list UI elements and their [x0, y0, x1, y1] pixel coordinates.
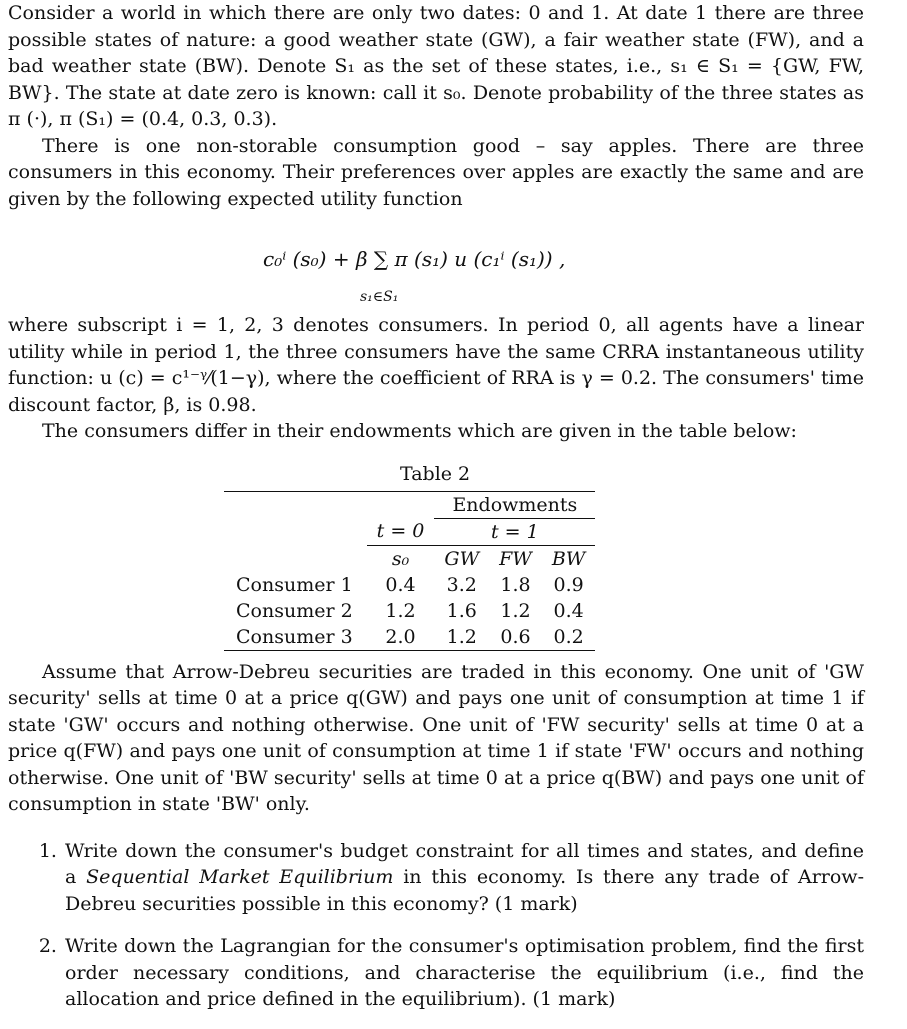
table-cell: 0.9	[553, 573, 584, 596]
table-cell: 0.6	[489, 624, 542, 651]
utility-definition-paragraph: where subscript i = 1, 2, 3 denotes consumers. In period 0, all agents have a linear utility while in period 1, the three consumers have the same CRRA instantaneous utility function: u (c) = c¹⁻ᵞ⁄(1−γ), where the coefficient of RRA is γ = 0.2. The consumers' time discount factor, β, is 0.98.	[8, 314, 864, 416]
table-cell: 0.2	[542, 624, 596, 651]
endowments-table-container	[8, 457, 864, 659]
table-t0-header: t = 0	[367, 518, 435, 545]
document-page	[8, 0, 864, 1029]
table-cell: 3.2	[446, 573, 477, 596]
table-group-header: Endowments	[434, 491, 595, 518]
table-row	[224, 572, 595, 598]
question-emphasis: Sequential Market Equilibrium	[86, 866, 394, 888]
question-item	[63, 933, 864, 1013]
table-cell: 0.4	[385, 573, 416, 596]
row-label: Consumer 2	[236, 599, 353, 622]
table-col-header: s₀	[391, 547, 410, 570]
table-cell: 2.0	[367, 624, 435, 651]
table-cell: 1.2	[500, 599, 531, 622]
question-text: Write down the consumer's budget constraint for all times and states, and define a	[65, 839, 864, 888]
table-cell: 1.2	[385, 599, 416, 622]
question-text-end: in this economy. Is there any trade of Arrow-Debreu securities possible in this economy? (1 mark)	[65, 866, 864, 915]
table-row	[224, 624, 595, 651]
question-list	[8, 838, 864, 1013]
intro-paragraph: Consider a world in which there are only two dates: 0 and 1. At date 1 there are three possible states of nature: a good weather state (GW), a fair weather state (FW), and a bad weather state (BW). Denote S₁ as the set of these states, i.e., s₁ ∈ S₁ = {GW, FW, BW}. The state at date zero is known: call it s₀. Denote probability of the three states as π (·), π (S₁) = (0.4, 0.3, 0.3).	[8, 2, 864, 130]
securities-paragraph: Assume that Arrow-Debreu securities are traded in this economy. One unit of 'GW security' sells at time 0 at a price q(GW) and pays one unit of consumption at time 1 if state 'GW' occurs and nothing otherwise. One unit of 'FW security' sells at time 0 at a price q(FW) and pays one unit of consumption at time 1 if state 'FW' occurs and nothing otherwise. One unit of 'BW security' sells at time 0 at a price q(BW) and pays one unit of consumption in state 'BW' only.	[8, 660, 864, 815]
table-cell: 1.6	[446, 599, 477, 622]
table-col-header: BW	[551, 547, 586, 570]
table-t1-header: t = 1	[434, 518, 595, 545]
table-cell: 0.4	[553, 599, 584, 622]
expected-utility-equation	[8, 220, 864, 312]
preferences-paragraph: There is one non-storable consumption good – say apples. There are three consumers in this economy. Their preferences over apples are exactly the same and are given by the following expected utility function	[8, 134, 864, 210]
table-col-header: GW	[444, 547, 480, 570]
table-col-header: FW	[499, 547, 532, 570]
equation-main: c₀ⁱ (s₀) + β ∑ π (s₁) u (c₁ⁱ (s₁)) ,	[263, 247, 566, 271]
question-item	[63, 838, 864, 918]
table-cell: 1.2	[434, 624, 489, 651]
row-label: Consumer 1	[236, 573, 353, 596]
row-label: Consumer 3	[224, 624, 367, 651]
endowments-table	[224, 491, 595, 651]
table-cell: 1.8	[500, 573, 531, 596]
endowments-intro-paragraph: The consumers differ in their endowments which are given in the table below:	[42, 420, 797, 442]
question-text: Write down the Lagrangian for the consumer's optimisation problem, find the first order necessary conditions, and characterise the equilibrium (i.e., find the allocation and price defined in the equilibrium). (1 mark)	[65, 935, 864, 1010]
equation-summation-index: s₁∈S₁	[360, 289, 399, 305]
table-title: Table 2	[400, 462, 471, 485]
table-row	[224, 598, 595, 624]
